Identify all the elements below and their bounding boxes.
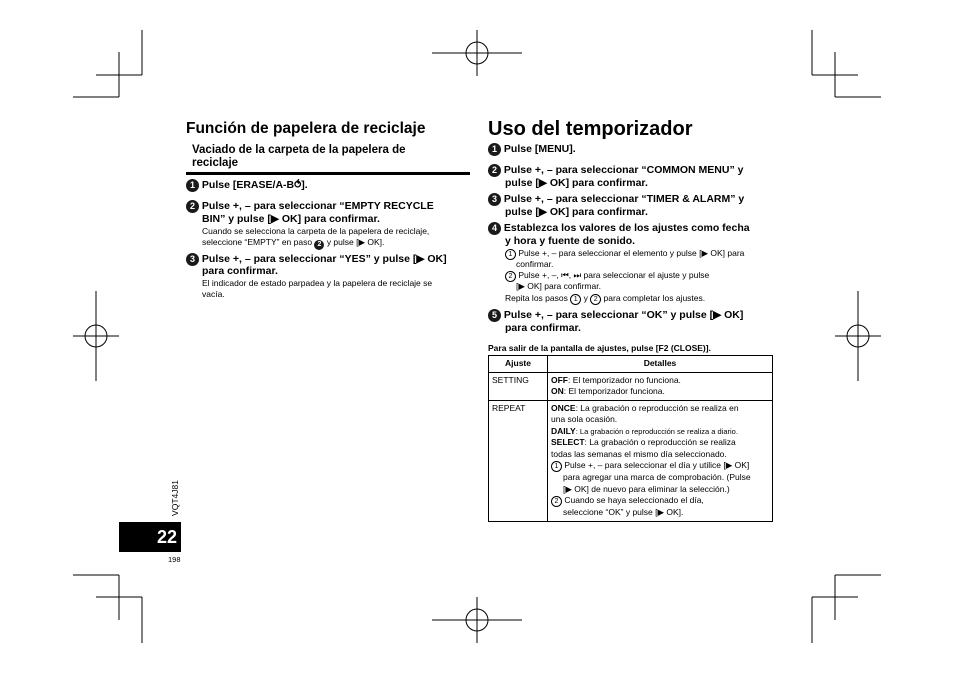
right-step-1-text: Pulse [MENU]. <box>503 143 576 155</box>
table-cell-setting-details <box>548 372 773 400</box>
detail-text: : La grabación o reproducción se realiza en <box>575 402 739 413</box>
detail-line <box>551 386 769 398</box>
detail-key: OFF <box>551 374 568 385</box>
sub-step-marker-icon: 1 <box>505 249 516 260</box>
detail-key: SELECT <box>551 437 585 447</box>
step-number-icon: 3 <box>186 253 199 266</box>
left-step-3-note2: vacía. <box>202 289 225 299</box>
right-step-5-line1: Pulse +, – para seleccionar “OK” y pulse [▶ OK] <box>503 309 744 321</box>
right-step-4-repeat <box>505 293 705 305</box>
sub-step-marker-icon: 2 <box>590 294 601 305</box>
right-step-5-line2: para confirmar. <box>505 322 581 334</box>
detail-text: Pulse +, – para seleccionar el día y utilice [▶ OK] <box>564 460 750 470</box>
detail-key: DAILY <box>551 425 576 436</box>
right-step-3-line2: pulse [▶ OK] para confirmar. <box>505 206 648 218</box>
sub-step-marker-icon: 2 <box>505 271 516 282</box>
table-header-detalles: Detalles <box>548 356 773 373</box>
step-number-icon: 4 <box>488 222 501 235</box>
sub-step-marker-icon: 1 <box>570 294 581 305</box>
detail-text: : La grabación o reproducción se realiza <box>584 437 736 447</box>
sub-step-marker-icon: 1 <box>551 461 562 472</box>
right-step-4-line2: y hora y fuente de sonido. <box>505 235 636 247</box>
detail-key: ONCE <box>551 402 576 413</box>
section-title-timer: Uso del temporizador <box>488 118 693 140</box>
table-row <box>489 400 773 521</box>
left-step-2-line1: Pulse +, – para seleccionar “EMPTY RECYCLE <box>201 200 434 212</box>
table-cell-setting: SETTING <box>489 372 548 400</box>
note-text: seleccione “EMPTY” en paso <box>202 237 315 247</box>
repeat-text: Repita los pasos <box>505 293 571 303</box>
table-cell-repeat-details <box>548 400 773 521</box>
table-row <box>489 372 773 400</box>
page-number-box <box>119 522 181 552</box>
right-step-3 <box>488 193 744 206</box>
left-step-2 <box>186 200 434 213</box>
small-page-number: 198 <box>168 555 181 564</box>
note-text: y pulse [▶ OK]. <box>324 237 385 247</box>
step-number-icon: 1 <box>186 179 199 192</box>
detail-line <box>551 437 769 449</box>
detail-text: : La grabación o reproducción se realiza a diario. <box>575 426 738 436</box>
right-step-2 <box>488 164 743 177</box>
right-step-3-line1: Pulse +, – para seleccionar “TIMER & ALARM” y <box>503 193 745 205</box>
left-step-3-line2: para confirmar. <box>202 265 278 277</box>
detail-line: [▶ OK] de nuevo para eliminar la selección.) <box>563 483 730 494</box>
step-number-icon: 3 <box>488 193 501 206</box>
detail-line: una sola ocasión. <box>551 414 618 424</box>
table-header-row <box>489 356 773 373</box>
page-number: 22 <box>156 527 177 547</box>
detail-line: todas las semanas el mismo día seleccionado. <box>551 448 727 459</box>
sub-step-text: Pulse +, – para seleccionar el elemento y pulse [▶ OK] para <box>518 248 745 258</box>
section-rule <box>186 172 470 175</box>
detail-text: Cuando se haya seleccionado el día, <box>564 495 704 505</box>
model-code: VQT4J81 <box>170 480 180 516</box>
left-step-3-note1: El indicador de estado parpadea y la papelera de reciclaje se <box>202 278 433 288</box>
left-step-1 <box>186 179 308 192</box>
right-step-4-sub1b: confirmar. <box>516 259 554 269</box>
left-step-2-note2 <box>202 237 384 250</box>
left-step-3-line1: Pulse +, – para seleccionar “YES” y pulse [▶ OK] <box>201 253 447 265</box>
detail-line <box>551 426 769 438</box>
model-code-container <box>168 478 182 518</box>
right-step-4 <box>488 222 750 235</box>
right-step-1 <box>488 143 576 156</box>
step-number-icon: 2 <box>314 240 324 250</box>
step-number-icon: 1 <box>488 143 501 156</box>
timer-settings-table <box>488 355 773 522</box>
detail-text: : El temporizador no funciona. <box>568 374 681 385</box>
step-number-icon: 5 <box>488 309 501 322</box>
step-number-icon: 2 <box>488 164 501 177</box>
left-step-2-note1: Cuando se selecciona la carpeta de la papelera de reciclaje, <box>202 226 430 236</box>
sub-step-text: Pulse +, –, ⏮, ⏭ para seleccionar el ajuste y pulse <box>518 270 710 280</box>
right-step-5 <box>488 309 743 322</box>
step-number-icon: 2 <box>186 200 199 213</box>
sub-step-marker-icon: 2 <box>551 496 562 507</box>
repeat-text: para completar los ajustes. <box>601 293 706 303</box>
detail-line <box>551 460 769 472</box>
right-step-4-sub2b: [▶ OK] para confirmar. <box>516 281 601 291</box>
right-step-2-line2: pulse [▶ OK] para confirmar. <box>505 177 648 189</box>
detail-key: ON <box>551 386 564 396</box>
detail-line: para agregar una marca de comprobación. (Pulse <box>563 472 751 482</box>
left-step-2-line2: BIN” y pulse [▶ OK] para confirmar. <box>202 213 380 225</box>
detail-line <box>551 495 769 507</box>
exit-settings-note: Para salir de la pantalla de ajustes, pulse [F2 (CLOSE)]. <box>488 343 711 353</box>
right-step-2-line1: Pulse +, – para seleccionar “COMMON MENU” y <box>503 164 744 176</box>
table-header-ajuste: Ajuste <box>489 356 548 373</box>
section-title-recycle: Función de papelera de reciclaje <box>186 120 426 137</box>
subsection-title-empty-recycle: Vaciado de la carpeta de la papelera de reciclaje <box>192 144 406 169</box>
detail-line: seleccione “OK” y pulse [▶ OK]. <box>563 507 684 517</box>
left-step-1-text: Pulse [ERASE/A-B⥀]. <box>201 179 308 191</box>
table-cell-repeat: REPEAT <box>489 400 548 521</box>
detail-line <box>551 375 769 387</box>
right-step-4-line1: Establezca los valores de los ajustes como fecha <box>503 222 750 234</box>
repeat-text: y <box>581 293 591 303</box>
detail-line <box>551 403 769 415</box>
detail-text: : El temporizador funciona. <box>563 386 665 396</box>
